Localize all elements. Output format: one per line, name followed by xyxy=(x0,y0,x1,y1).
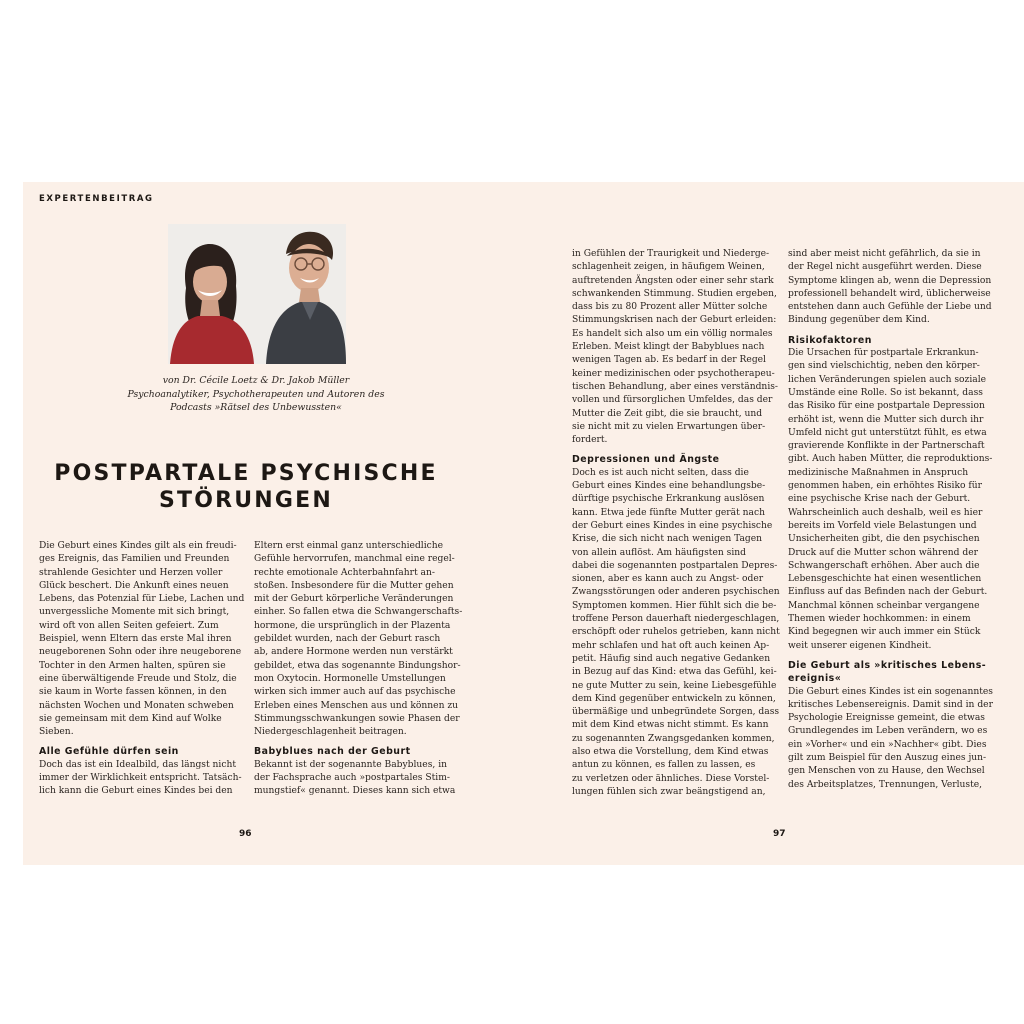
body-line: tischen Behandlung, aber eines verständnis- xyxy=(572,381,778,392)
body-line: Symptome klingen ab, wenn die Depression xyxy=(788,275,992,286)
body-line: des Arbeitsplatzes, Trennungen, Verluste, xyxy=(788,779,983,790)
body-line: in Gefühlen der Traurigkeit und Niederge- xyxy=(572,249,770,259)
body-line: fordert. xyxy=(572,435,608,446)
body-line: Wahrscheinlich auch deshalb, weil es hier xyxy=(788,507,983,518)
body-line: Erleben eines Menschen aus und können zu xyxy=(254,700,459,711)
body-line: Bindung gegenüber dem Kind. xyxy=(788,315,930,326)
body-line: mit dem Kind etwas nicht stimmt. Es kann xyxy=(572,720,769,731)
body-line: Doch es ist auch nicht selten, dass die xyxy=(572,467,749,478)
body-line: entstehen dann auch Gefühle der Liebe und xyxy=(788,302,992,313)
body-line: Beispiel, wenn Eltern das erste Mal ihren xyxy=(39,634,232,645)
body-line: immer der Wirklichkeit entspricht. Tatsäch- xyxy=(39,773,242,784)
headline-line: STÖRUNGEN xyxy=(158,488,334,513)
body-line: dem Kind gegenüber entwickeln zu können, xyxy=(572,693,776,704)
caption-line: Psychoanalytiker, Psychotherapeuten und Autoren des xyxy=(127,388,385,400)
subheading: Babyblues nach der Geburt xyxy=(254,746,411,758)
caption-line: Podcasts »Rätsel des Unbewussten« xyxy=(170,402,342,413)
body-line: erhöht ist, wenn die Mutter sich durch ihr xyxy=(788,414,984,425)
body-line: also etwa die Vorstellung, dem Kind etwas xyxy=(572,746,769,757)
body-line: wenigen Tagen ab. Es bedarf in der Regel xyxy=(572,355,766,366)
body-line: ein »Vorher« und ein »Nachher« gibt. Dies xyxy=(788,739,987,750)
body-line: der Geburt eines Kindes in eine psychische xyxy=(572,520,773,531)
body-line: vollen und fürsorglichen Umfeldes, das der xyxy=(572,395,773,406)
body-line: ne gute Mutter zu sein, keine Liebesgefühle xyxy=(572,680,777,691)
body-line: sie nicht mit zu vielen Erwartungen über- xyxy=(572,421,766,432)
body-line: das Risiko für eine postpartale Depression xyxy=(788,401,985,412)
body-line: Druck auf die Mutter schon während der xyxy=(788,547,979,558)
body-line: professionell behandelt wird, üblicherweise xyxy=(788,288,991,299)
body-line: dürftige psychische Erkrankung auslösen xyxy=(572,494,765,505)
text-column-2 xyxy=(254,540,463,799)
body-line: Doch das ist ein Idealbild, das längst nicht xyxy=(39,759,236,770)
article-headline xyxy=(40,460,452,514)
body-line: sind aber meist nicht gefährlich, da sie in xyxy=(788,249,981,259)
text-column-3 xyxy=(572,248,780,799)
caption-line: von Dr. Cécile Loetz & Dr. Jakob Müller xyxy=(162,375,350,386)
body-line: Umstände eine Rolle. So ist bekannt, dass xyxy=(788,387,983,398)
body-line: Grundlegendes im Leben verändern, wo es xyxy=(788,726,988,737)
body-line: gilt zum Beispiel für den Auszug eines jun- xyxy=(788,752,987,763)
body-line: medizinische Maßnahmen in Anspruch xyxy=(788,467,969,478)
body-line: gebildet, etwa das sogenannte Bindungshor- xyxy=(254,660,461,671)
body-line: Themen wieder hochkommen: in einem xyxy=(788,614,971,625)
body-line: von allein auflöst. Am häufigsten sind xyxy=(572,547,746,558)
headline-line: POSTPARTALE PSYCHISCHE xyxy=(54,461,438,486)
body-line: antun zu können, es fallen zu lassen, es xyxy=(572,760,756,771)
body-line: Geburt eines Kindes eine behandlungsbe- xyxy=(572,481,766,492)
body-line: Stimmungsschwankungen sowie Phasen der xyxy=(254,713,460,724)
body-line: Einfluss auf das Befinden nach der Geburt. xyxy=(788,587,988,598)
subheading: Die Geburt als »kritisches Lebens- xyxy=(788,659,987,671)
body-line: mit der Geburt körperliche Veränderungen xyxy=(254,594,454,605)
body-line: schwankenden Stimmung. Studien ergeben, xyxy=(572,288,777,299)
body-line: lichen Veränderungen spielen auch soziale xyxy=(788,374,987,385)
subheading: ereignis« xyxy=(788,673,842,685)
body-line: Die Geburt eines Kindes gilt als ein freudi- xyxy=(39,541,237,551)
body-line: Eltern erst einmal ganz unterschiedliche xyxy=(254,541,444,551)
body-line: Die Geburt eines Kindes ist ein sogenanntes xyxy=(788,686,993,697)
body-line: eine überwältigende Freude und Stolz, die xyxy=(39,673,237,684)
body-line: gravierende Konflikte in der Partnerschaft xyxy=(788,441,985,452)
body-line: lungen fühlen sich zwar beängstigend an, xyxy=(572,786,766,797)
body-line: Es handelt sich also um ein völlig normales xyxy=(572,328,773,339)
body-line: Psychologie Ereignisse gemeint, die etwas xyxy=(788,713,985,724)
page-number-left: 96 xyxy=(239,829,252,839)
body-line: stoßen. Insbesondere für die Mutter gehen xyxy=(254,580,454,591)
body-line: Erleben. Meist klingt der Babyblues nach xyxy=(572,342,765,353)
body-line: sie kaum in Worte fassen können, in den xyxy=(39,687,227,698)
body-line: mehr schlafen und hat oft auch keinen Ap- xyxy=(572,640,770,651)
body-line: strahlende Gesichter und Herzen voller xyxy=(39,567,223,578)
body-line: Umfeld nicht gut unterstützt fühlt, es etwa xyxy=(788,427,987,438)
body-line: Stimmungskrisen nach der Geburt erleiden: xyxy=(572,315,777,326)
body-line: Unsicherheiten gibt, die den psychischen xyxy=(788,534,980,545)
body-line: Mutter die Zeit gibt, die sie braucht, und xyxy=(572,408,763,419)
body-line: Die Ursachen für postpartale Erkrankun- xyxy=(788,348,979,359)
body-line: ges Ereignis, das Familien und Freunden xyxy=(39,554,230,565)
body-line: dabei die sogenannten postpartalen Depres- xyxy=(572,560,778,571)
body-line: gebildet wurden, nach der Geburt rasch xyxy=(254,634,441,645)
body-line: ab, andere Hormone werden nun verstärkt xyxy=(254,647,453,658)
body-line: kritisches Lebensereignis. Damit sind in der xyxy=(788,699,993,710)
body-line: mungstief« genannt. Dieses kann sich etwa xyxy=(254,786,456,797)
body-line: wirken sich immer auch auf das psychische xyxy=(254,687,456,698)
body-line: kann. Etwa jede fünfte Mutter gerät nach xyxy=(572,507,765,518)
body-line: lich kann die Geburt eines Kindes bei den xyxy=(39,786,233,797)
body-line: schlagenheit zeigen, in häufigem Weinen, xyxy=(572,262,765,273)
body-line: der Fachsprache auch »postpartales Stim- xyxy=(254,773,450,784)
body-line: sionen, aber es kann auch zu Angst- oder xyxy=(572,574,764,585)
body-line: unvergessliche Momente mit sich bringt, xyxy=(39,607,230,618)
subheading: Alle Gefühle dürfen sein xyxy=(39,746,179,758)
body-line: erschöpft oder ruhelos getrieben, kann nicht xyxy=(572,627,780,638)
body-line: Schwangerschaft erhöhen. Aber auch die xyxy=(788,560,980,571)
body-line: einher. So fallen etwa die Schwangerschafts- xyxy=(254,607,463,618)
body-line: Kind begegnen wir auch immer ein Stück xyxy=(788,627,981,638)
body-line: petit. Häufig sind auch negative Gedanken xyxy=(572,653,771,664)
author-caption xyxy=(120,374,392,415)
body-line: wird oft von allen Seiten gefeiert. Zum xyxy=(39,620,219,631)
body-line: Niedergeschlagenheit beitragen. xyxy=(254,727,407,738)
body-line: übermäßige und unbegründete Sorgen, dass xyxy=(572,707,780,718)
body-line: hormone, die ursprünglich in der Plazenta xyxy=(254,620,451,631)
body-line: in Bezug auf das Kind: etwa das Gefühl, kei- xyxy=(572,667,777,678)
body-line: Glück beschert. Die Ankunft eines neuen xyxy=(39,580,229,591)
section-label: EXPERTENBEITRAG xyxy=(39,194,154,204)
body-line: nächsten Wochen und Monaten schweben xyxy=(39,700,234,711)
body-line: troffene Person dauerhaft niedergeschlagen, xyxy=(572,614,780,625)
page-number-right: 97 xyxy=(773,829,786,839)
body-line: Lebens, das Potenzial für Liebe, Lachen und xyxy=(39,594,245,605)
body-line: Zwangsstörungen oder anderen psychischen xyxy=(572,587,780,598)
body-line: zu verletzen oder ähnliches. Diese Vorstel- xyxy=(572,773,770,784)
body-line: gen sind vielschichtig, neben den körper- xyxy=(788,361,980,372)
body-line: mon Oxytocin. Hormonelle Umstellungen xyxy=(254,673,446,684)
body-line: Manchmal können scheinbar vergangene xyxy=(788,600,980,611)
body-line: Tochter in den Armen halten, spüren sie xyxy=(39,660,226,671)
body-line: dass bis zu 80 Prozent aller Mütter solche xyxy=(572,302,768,313)
body-line: Gefühle hervorrufen, manchmal eine regel- xyxy=(254,554,455,565)
body-line: Krise, die sich nicht nach wenigen Tagen xyxy=(572,534,763,545)
text-column-1 xyxy=(39,540,244,799)
body-line: gen Menschen von zu Hause, den Wechsel xyxy=(788,766,985,777)
body-line: sie gemeinsam mit dem Kind auf Wolke xyxy=(39,713,222,724)
body-line: keiner medizinischen oder psychotherapeu- xyxy=(572,368,775,379)
body-line: rechte emotionale Achterbahnfahrt an- xyxy=(254,567,435,578)
body-line: eine psychische Krise nach der Geburt. xyxy=(788,494,971,505)
body-line: Symptomen kommen. Hier fühlt sich die be- xyxy=(572,600,777,611)
body-line: genommen haben, ein erhöhtes Risiko für xyxy=(788,481,983,492)
body-line: gibt. Auch haben Mütter, die reproduktions- xyxy=(788,454,993,465)
body-line: Bekannt ist der sogenannte Babyblues, in xyxy=(254,759,447,770)
author-photo-illustration xyxy=(168,224,346,364)
body-line: weit unserer eigenen Kindheit. xyxy=(788,640,932,651)
subheading: Risikofaktoren xyxy=(788,334,872,346)
body-line: Sieben. xyxy=(39,727,74,738)
author-photo xyxy=(168,224,346,364)
body-line: neugeborenen Sohn oder ihre neugeborene xyxy=(39,647,242,658)
body-line: Lebensgeschichte hat einen wesentlichen xyxy=(788,574,982,585)
body-line: zu sogenannten Zwangsgedanken kommen, xyxy=(572,733,775,744)
text-column-4 xyxy=(788,248,993,792)
body-line: bereits im Vorfeld viele Belastungen und xyxy=(788,520,977,531)
body-line: der Regel nicht ausgeführt werden. Diese xyxy=(788,262,982,273)
subheading: Depressionen und Ängste xyxy=(572,454,720,466)
body-line: auftretenden Ängsten oder einer sehr stark xyxy=(572,275,774,286)
